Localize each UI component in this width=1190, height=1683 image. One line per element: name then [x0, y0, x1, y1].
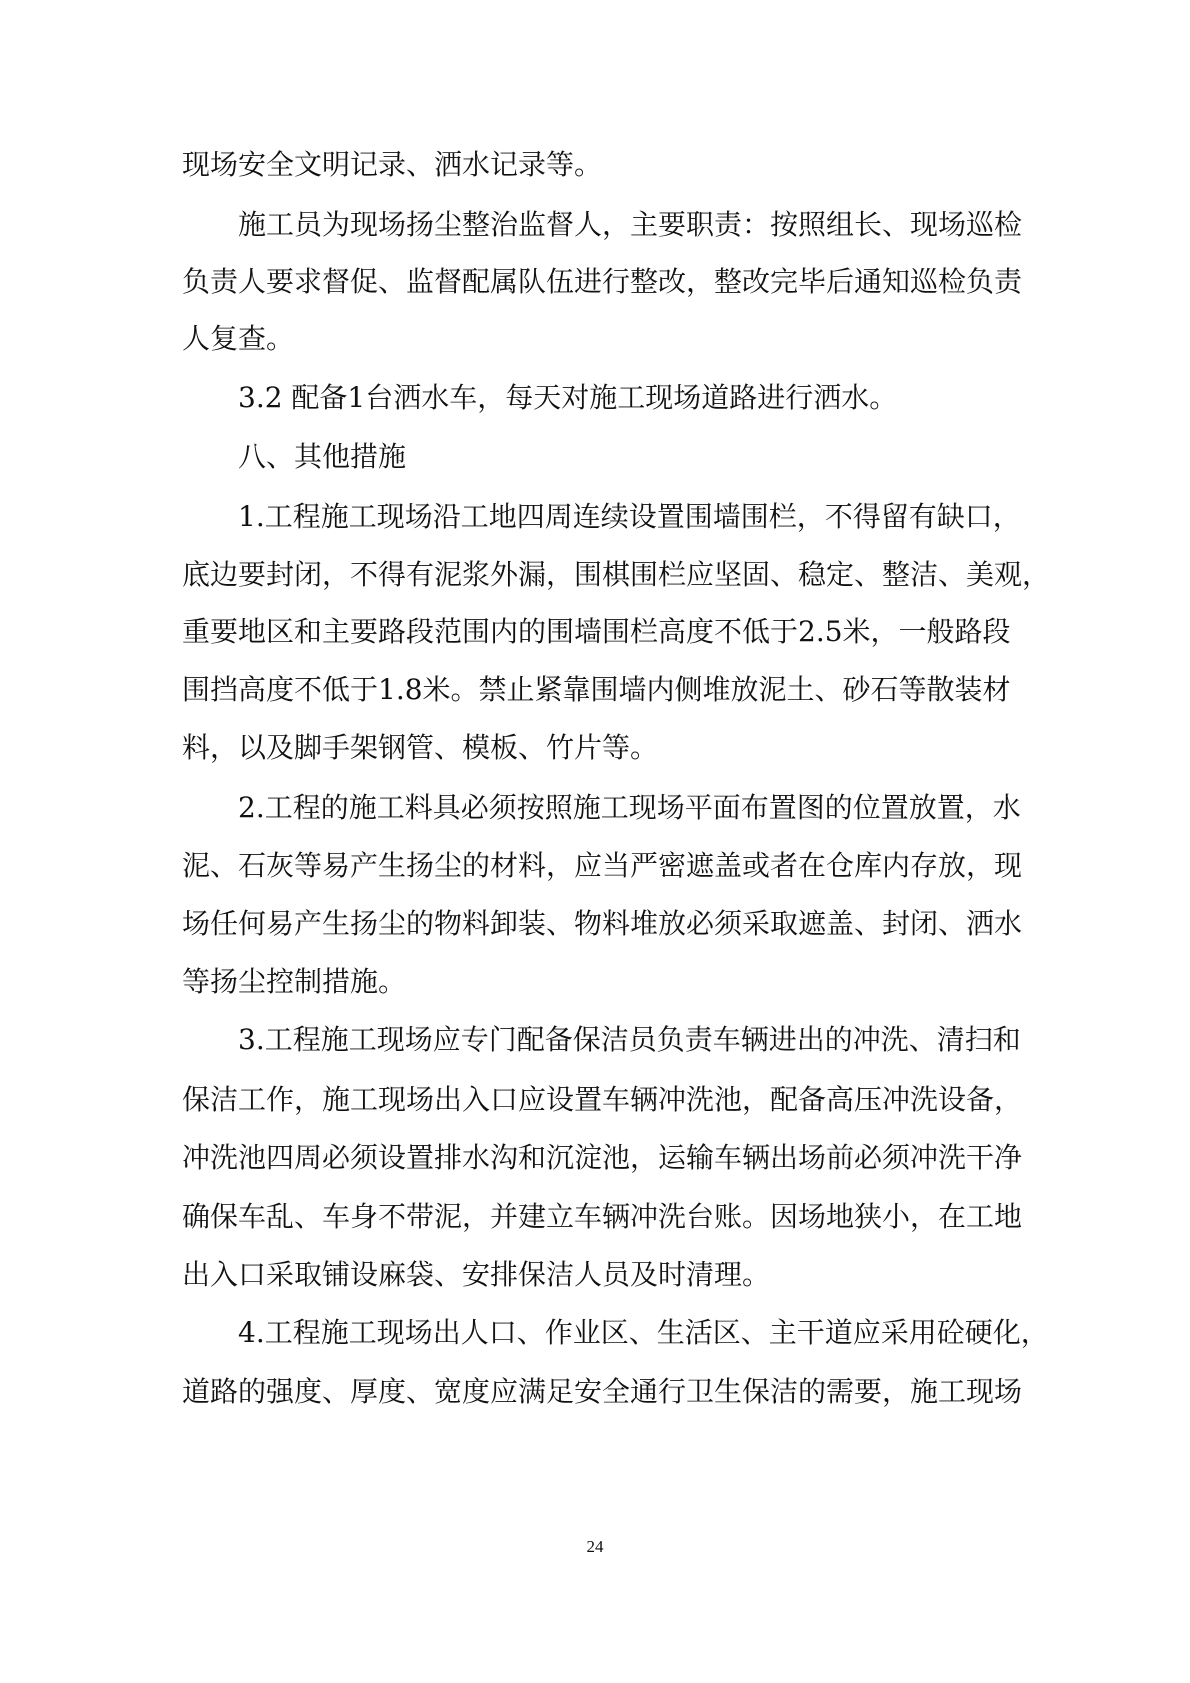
section-heading: 八、其他措施 — [238, 440, 407, 473]
text-line: 道路的强度、厚度、宽度应满足安全通行卫生保洁的需要，施工现场 — [182, 1375, 1023, 1408]
text-line: 人复查。 — [182, 322, 295, 355]
text-line: 负责人要求督促、监督配属队伍进行整改，整改完毕后通知巡检负责 — [182, 265, 1023, 298]
text-line: 料，以及脚手架钢管、模板、竹片等。 — [182, 731, 659, 764]
text-line: 重要地区和主要路段范围内的围墙围栏高度不低于2.5米，一般路段 — [182, 615, 1011, 648]
text-line: 冲洗池四周必须设置排水沟和沉淀池，运输车辆出场前必须冲洗干净 — [182, 1141, 1023, 1174]
text-line: 2.工程的施工料具必须按照施工现场平面布置图的位置放置，水 — [238, 791, 1021, 824]
text-line: 泥、石灰等易产生扬尘的材料，应当严密遮盖或者在仓库内存放，现 — [182, 849, 1023, 882]
text-line: 施工员为现场扬尘整治监督人，主要职责：按照组长、现场巡检 — [238, 208, 1023, 241]
text-line: 3.2 配备1台洒水车，每天对施工现场道路进行洒水。 — [238, 381, 898, 414]
text-line: 3.工程施工现场应专门配备保洁员负责车辆进出的冲洗、清扫和 — [238, 1023, 1021, 1056]
text-line: 4.工程施工现场出人口、作业区、生活区、主干道应采用砼硬化， — [238, 1316, 1049, 1349]
text-line: 确保车乱、车身不带泥，并建立车辆冲洗台账。因场地狭小，在工地 — [182, 1200, 1023, 1233]
text-line: 底边要封闭，不得有泥浆外漏，围棋围栏应坚固、稳定、整洁、美观， — [182, 558, 1051, 591]
text-line: 出入口采取铺设麻袋、安排保洁人员及时清理。 — [182, 1258, 771, 1291]
text-line: 围挡高度不低于1.8米。禁止紧靠围墙内侧堆放泥土、砂石等散装材 — [182, 673, 1011, 706]
text-line: 等扬尘控制措施。 — [182, 965, 407, 998]
text-line: 现场安全文明记录、洒水记录等。 — [182, 148, 603, 181]
text-line: 场任何易产生扬尘的物料卸装、物料堆放必须采取遮盖、封闭、洒水 — [182, 907, 1023, 940]
text-line: 保洁工作，施工现场出入口应设置车辆冲洗池，配备高压冲洗设备， — [182, 1083, 1023, 1116]
page-number: 24 — [586, 1537, 604, 1556]
text-line: 1.工程施工现场沿工地四周连续设置围墙围栏，不得留有缺口， — [238, 500, 1021, 533]
